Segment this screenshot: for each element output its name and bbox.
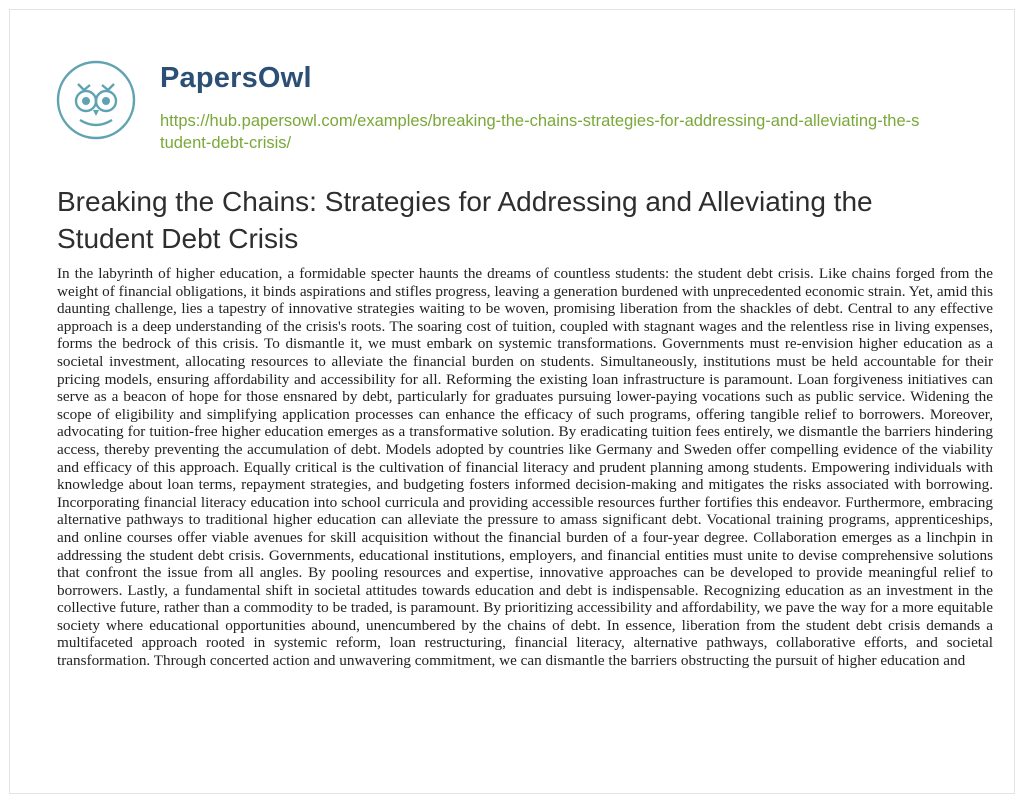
source-url-link[interactable]: https://hub.papersowl.com/examples/breaking-the-chains-strategies-for-addressing-and-alleviating-the-student-debt-crisis/ (160, 112, 920, 152)
brand-name[interactable]: PapersOwl (160, 62, 312, 94)
owl-logo-icon (56, 60, 136, 140)
header (56, 54, 956, 164)
essay-body: In the labyrinth of higher education, a formidable specter haunts the dreams of countless students: the student debt crisis. Like chains forged from the weight of financial obligations, it binds aspirations and stifles progress, leaving a generation burdened with unprecedented economic strain. Yet, amid this daunting challenge, lies a tapestry of innovative strategies waiting to be woven, promising liberation from the shackles of debt. Central to any effective approach is a deep understanding of the crisis's roots. The soaring cost of tuition, coupled with stagnant wages and the relentless rise in living expenses, forms the bedrock of this crisis. To dismantle it, we must embark on systemic transformations. Governments must re-envision higher education as a societal investment, allocating resources to alleviate the financial burden on students. Simultaneously, institutions must be held accountable for their pricing models, ensuring affordability and accessibility for all. Reforming the existing loan infrastructure is paramount. Loan forgiveness initiatives can serve as a beacon of hope for those ensnared by debt, particularly for graduates pursuing lower-paying vocations such as public service. Widening the scope of eligibility and simplifying application processes can enhance the efficacy of such programs, offering tangible relief to borrowers. Moreover, advocating for tuition-free higher education emerges as a transformative solution. By eradicating tuition fees entirely, we dismantle the barriers hindering access, thereby preventing the accumulation of debt. Models adopted by countries like Germany and Sweden offer compelling evidence of the viability and efficacy of this approach. Equally critical is the cultivation of financial literacy and prudent planning among students. Empowering individuals with knowledge about loan terms, repayment strategies, and budgeting fosters informed decision-making and mitigates the risks associated with borrowing. Incorporating financial literacy education into school curricula and providing accessible resources further fortifies this endeavor. Furthermore, embracing alternative pathways to traditional higher education can alleviate the pressure to amass significant debt. Vocational training programs, apprenticeships, and online courses offer viable avenues for skill acquisition without the financial burden of a four-year degree. Collaboration emerges as a linchpin in addressing the student debt crisis. Governments, educational institutions, employers, and financial entities must unite to devise comprehensive solutions that confront the issue from all angles. By pooling resources and expertise, innovative approaches can be developed to provide meaningful relief to borrowers. Lastly, a fundamental shift in societal attitudes towards education and debt is indispensable. Recognizing education as an investment in the collective future, rather than a commodity to be traded, is paramount. By prioritizing accessibility and affordability, we pave the way for a more equitable society where educational opportunities abound, unencumbered by the chains of debt. In essence, liberation from the student debt crisis demands a multifaceted approach rooted in systemic reform, loan restructuring, financial literacy, alternative pathways, collaborative efforts, and societal transformation. Through concerted action and unwavering commitment, we can dismantle the barriers obstructing the pursuit of higher education and (57, 265, 993, 670)
page-title: Breaking the Chains: Strategies for Addressing and Alleviating the Student Debt Crisis (57, 186, 873, 254)
document-page (9, 9, 1015, 794)
